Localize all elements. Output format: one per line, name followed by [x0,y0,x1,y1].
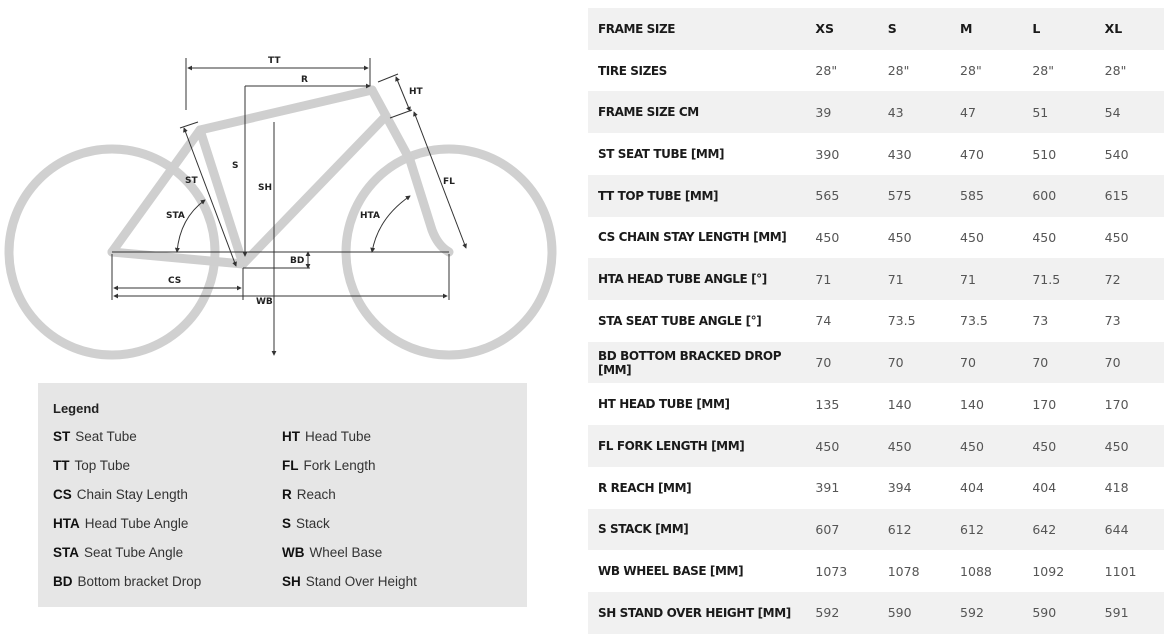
cell: 1073 [802,550,874,592]
legend-item-st [53,429,137,444]
legend-item-tt [53,458,130,473]
cell: 612 [947,509,1019,551]
legend-abbr: R [282,487,292,502]
cell: 71 [802,258,874,300]
legend-abbr: HTA [53,516,80,531]
cell: 54 [1092,91,1164,133]
table-row [588,550,1164,592]
cell: 450 [947,425,1019,467]
legend-text: Reach [296,487,336,502]
cell: 73 [1092,300,1164,342]
legend-abbr: WB [282,545,305,560]
size-header-xl: XL [1092,8,1164,50]
cell: 565 [802,175,874,217]
cell: 47 [947,91,1019,133]
cell: 1101 [1092,550,1164,592]
cell: 430 [875,133,947,175]
legend-text: Stand Over Height [305,574,417,589]
cell: 71 [947,258,1019,300]
cell: 450 [1092,425,1164,467]
label-st: ST [185,176,198,186]
cell: 73.5 [875,300,947,342]
row-label: R REACH [MM] [588,467,802,509]
cell: 39 [802,91,874,133]
table-row [588,509,1164,551]
legend-abbr: SH [282,574,301,589]
legend-title: Legend [53,401,100,416]
cell: 170 [1092,383,1164,425]
cell: 28" [1092,50,1164,92]
row-label: S STACK [MM] [588,509,802,551]
table-row [588,50,1164,92]
cell: 450 [1092,217,1164,259]
cell: 70 [875,342,947,384]
cell: 590 [1019,592,1091,634]
label-hta: HTA [360,211,380,221]
cell: 510 [1019,133,1091,175]
row-label: FRAME SIZE CM [588,91,802,133]
legend-text: Bottom bracket Drop [77,574,202,589]
row-label: HTA HEAD TUBE ANGLE [°] [588,258,802,300]
cell: 592 [802,592,874,634]
label-s: S [232,161,239,171]
legend-text: Stack [296,516,330,531]
row-label: BD BOTTOM BRACKED DROP [MM] [588,342,802,384]
legend-abbr: HT [282,429,300,444]
cell: 615 [1092,175,1164,217]
legend-text: Seat Tube Angle [84,545,184,560]
cell: 404 [1019,467,1091,509]
cell: 450 [1019,217,1091,259]
legend-text: Seat Tube [75,429,137,444]
cell: 450 [1019,425,1091,467]
cell: 418 [1092,467,1164,509]
cell: 394 [875,467,947,509]
cell: 612 [875,509,947,551]
cell: 70 [802,342,874,384]
bike-frame [112,90,449,264]
legend-text: Fork Length [303,458,376,473]
legend-text: Wheel Base [309,545,383,560]
table-header-row [588,8,1164,50]
header-label: FRAME SIZE [588,8,802,50]
label-fl: FL [443,177,455,187]
cell: 71 [875,258,947,300]
cell: 140 [947,383,1019,425]
legend-item-s [282,516,330,531]
legend-item-cs [53,487,188,502]
table-row [588,217,1164,259]
cell: 590 [875,592,947,634]
cell: 450 [875,425,947,467]
cell: 600 [1019,175,1091,217]
table-row [588,300,1164,342]
cell: 592 [947,592,1019,634]
legend-item-r [282,487,336,502]
label-sh: SH [258,183,273,193]
size-header-xs: XS [802,8,874,50]
cell: 28" [875,50,947,92]
row-label: WB WHEEL BASE [MM] [588,550,802,592]
cell: 540 [1092,133,1164,175]
cell: 450 [802,217,874,259]
cell: 170 [1019,383,1091,425]
table-row [588,467,1164,509]
cell: 28" [802,50,874,92]
row-label: FL FORK LENGTH [MM] [588,425,802,467]
table-row [588,175,1164,217]
cell: 70 [1092,342,1164,384]
cell: 450 [875,217,947,259]
cell: 1092 [1019,550,1091,592]
cell: 450 [947,217,1019,259]
cell: 43 [875,91,947,133]
legend-text: Head Tube Angle [84,516,189,531]
legend-abbr: CS [53,487,72,502]
label-sta: STA [166,211,185,221]
cell: 140 [875,383,947,425]
cell: 1078 [875,550,947,592]
size-header-s: S [875,8,947,50]
row-label: CS CHAIN STAY LENGTH [MM] [588,217,802,259]
table-row [588,258,1164,300]
cell: 575 [875,175,947,217]
cell: 72 [1092,258,1164,300]
label-wb: WB [256,297,273,307]
cell: 51 [1019,91,1091,133]
cell: 607 [802,509,874,551]
label-bd: BD [290,256,305,266]
cell: 28" [1019,50,1091,92]
row-label: SH STAND OVER HEIGHT [MM] [588,592,802,634]
legend-item-fl [282,458,376,473]
row-label: TIRE SIZES [588,50,802,92]
dimension-lines [112,58,466,355]
bike-geometry-svg [0,0,580,380]
label-r: R [301,75,308,85]
cell: 390 [802,133,874,175]
legend-abbr: STA [53,545,79,560]
cell: 470 [947,133,1019,175]
legend-text: Top Tube [74,458,131,473]
label-cs: CS [168,276,182,286]
legend-abbr: S [282,516,292,531]
cell: 591 [1092,592,1164,634]
cell: 644 [1092,509,1164,551]
cell: 135 [802,383,874,425]
label-ht: HT [409,87,423,97]
cell: 642 [1019,509,1091,551]
legend-abbr: ST [53,429,71,444]
legend-text: Head Tube [305,429,372,444]
cell: 70 [1019,342,1091,384]
legend-text: Chain Stay Length [76,487,188,502]
cell: 73 [1019,300,1091,342]
bike-geometry-diagram [0,0,580,380]
geometry-table [588,8,1164,634]
cell: 391 [802,467,874,509]
table-row [588,383,1164,425]
legend-item-bd [53,574,201,589]
legend-abbr: FL [282,458,299,473]
cell: 71.5 [1019,258,1091,300]
table-row [588,592,1164,634]
cell: 450 [802,425,874,467]
row-label: ST SEAT TUBE [MM] [588,133,802,175]
cell: 28" [947,50,1019,92]
row-label: TT TOP TUBE [MM] [588,175,802,217]
cell: 74 [802,300,874,342]
cell: 585 [947,175,1019,217]
table-row [588,91,1164,133]
cell: 70 [947,342,1019,384]
table-row [588,425,1164,467]
size-header-l: L [1019,8,1091,50]
legend-item-hta [53,516,188,531]
legend-item-wb [282,545,382,560]
legend-item-ht [282,429,371,444]
size-header-m: M [947,8,1019,50]
table-row [588,342,1164,384]
row-label: HT HEAD TUBE [MM] [588,383,802,425]
cell: 404 [947,467,1019,509]
legend-box [38,383,527,607]
legend-item-sh [282,574,417,589]
cell: 73.5 [947,300,1019,342]
legend-abbr: TT [53,458,70,473]
cell: 1088 [947,550,1019,592]
legend-abbr: BD [53,574,73,589]
row-label: STA SEAT TUBE ANGLE [°] [588,300,802,342]
table-row [588,133,1164,175]
legend-item-sta [53,545,183,560]
label-tt: TT [268,56,281,66]
